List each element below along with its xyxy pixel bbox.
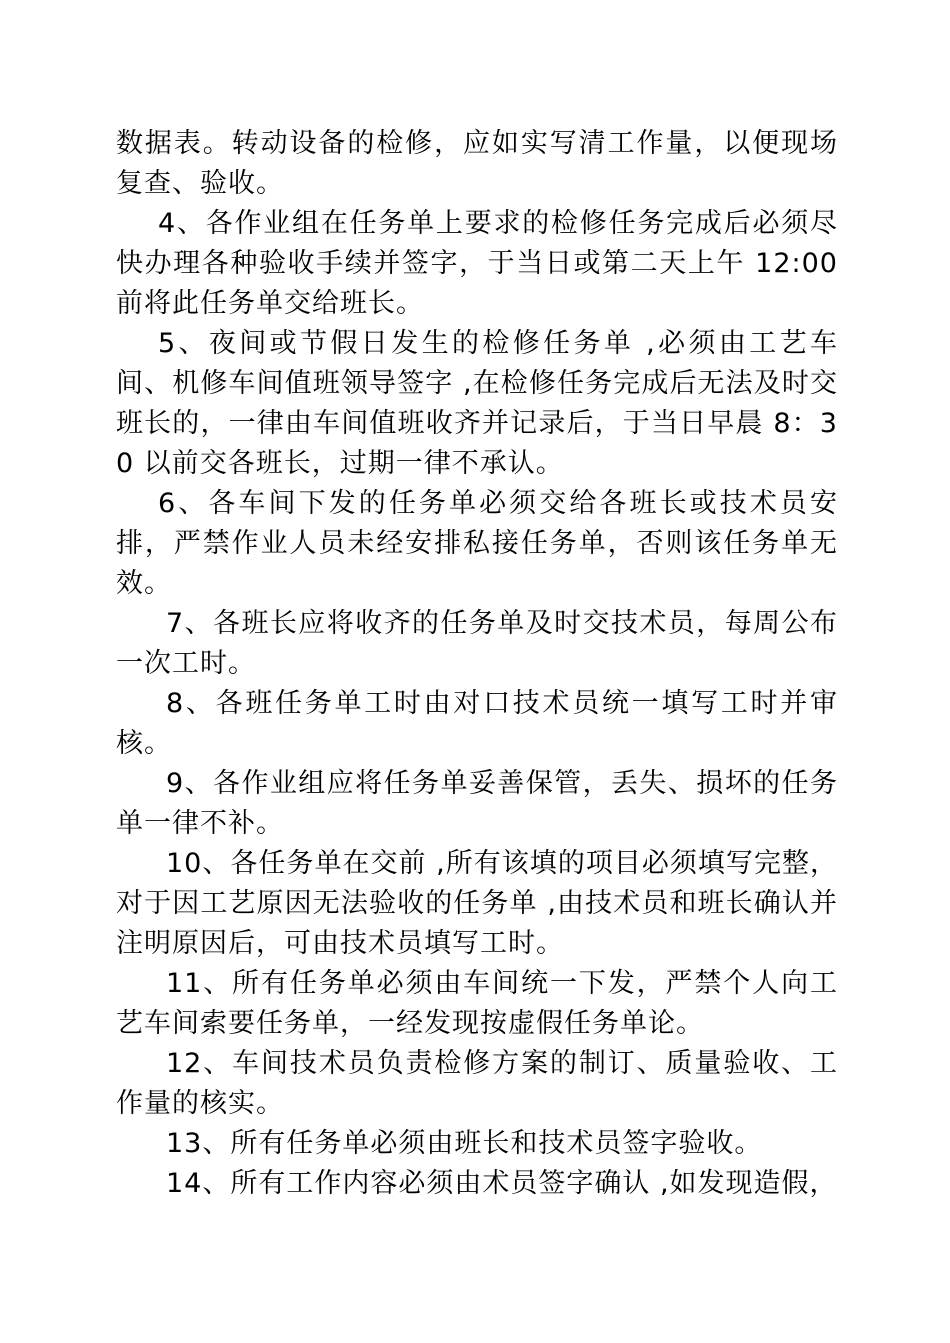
paragraph-item-12: 12、车间技术员负责检修方案的制订、质量验收、工作量的核实。	[116, 1048, 838, 1119]
paragraph-item-6: 6、各车间下发的任务单必须交给各班长或技术员安排，严禁作业人员未经安排私接任务单，否则该任务单无效。	[116, 488, 838, 599]
paragraph-item-5: 5、夜间或节假日发生的检修任务单 ,必须由工艺车间、机修车间值班领导签字 ,在检修任务完成后无法及时交班长的，一律由车间值班收齐并记录后，于当日早晨 8：30 以前交各班长，过期一律不承认。	[116, 328, 838, 479]
paragraph-item-9: 9、各作业组应将任务单妥善保管，丢失、损坏的任务单一律不补。	[116, 768, 838, 839]
paragraph-item-14: 14、所有工作内容必须由术员签字确认 ,如发现造假，	[166, 1168, 838, 1199]
paragraph-item-7: 7、各班长应将收齐的任务单及时交技术员，每周公布一次工时。	[116, 608, 838, 679]
document-body	[116, 124, 838, 1204]
paragraph-continuation: 数据表。转动设备的检修，应如实写清工作量，以便现场复查、验收。	[116, 128, 838, 199]
paragraph-item-11: 11、所有任务单必须由车间统一下发，严禁个人向工艺车间索要任务单，一经发现按虚假任务单论。	[116, 968, 838, 1039]
paragraph-item-13: 13、所有任务单必须由班长和技术员签字验收。	[166, 1128, 763, 1159]
paragraph-item-4: 4、各作业组在任务单上要求的检修任务完成后必须尽快办理各种验收手续并签字，于当日或第二天上午 12:00 前将此任务单交给班长。	[116, 208, 838, 319]
paragraph-item-8: 8、各班任务单工时由对口技术员统一填写工时并审核。	[116, 688, 838, 759]
paragraph-item-10: 10、各任务单在交前 ,所有该填的项目必须填写完整，对于因工艺原因无法验收的任务单 ,由技术员和班长确认并注明原因后，可由技术员填写工时。	[116, 848, 838, 959]
